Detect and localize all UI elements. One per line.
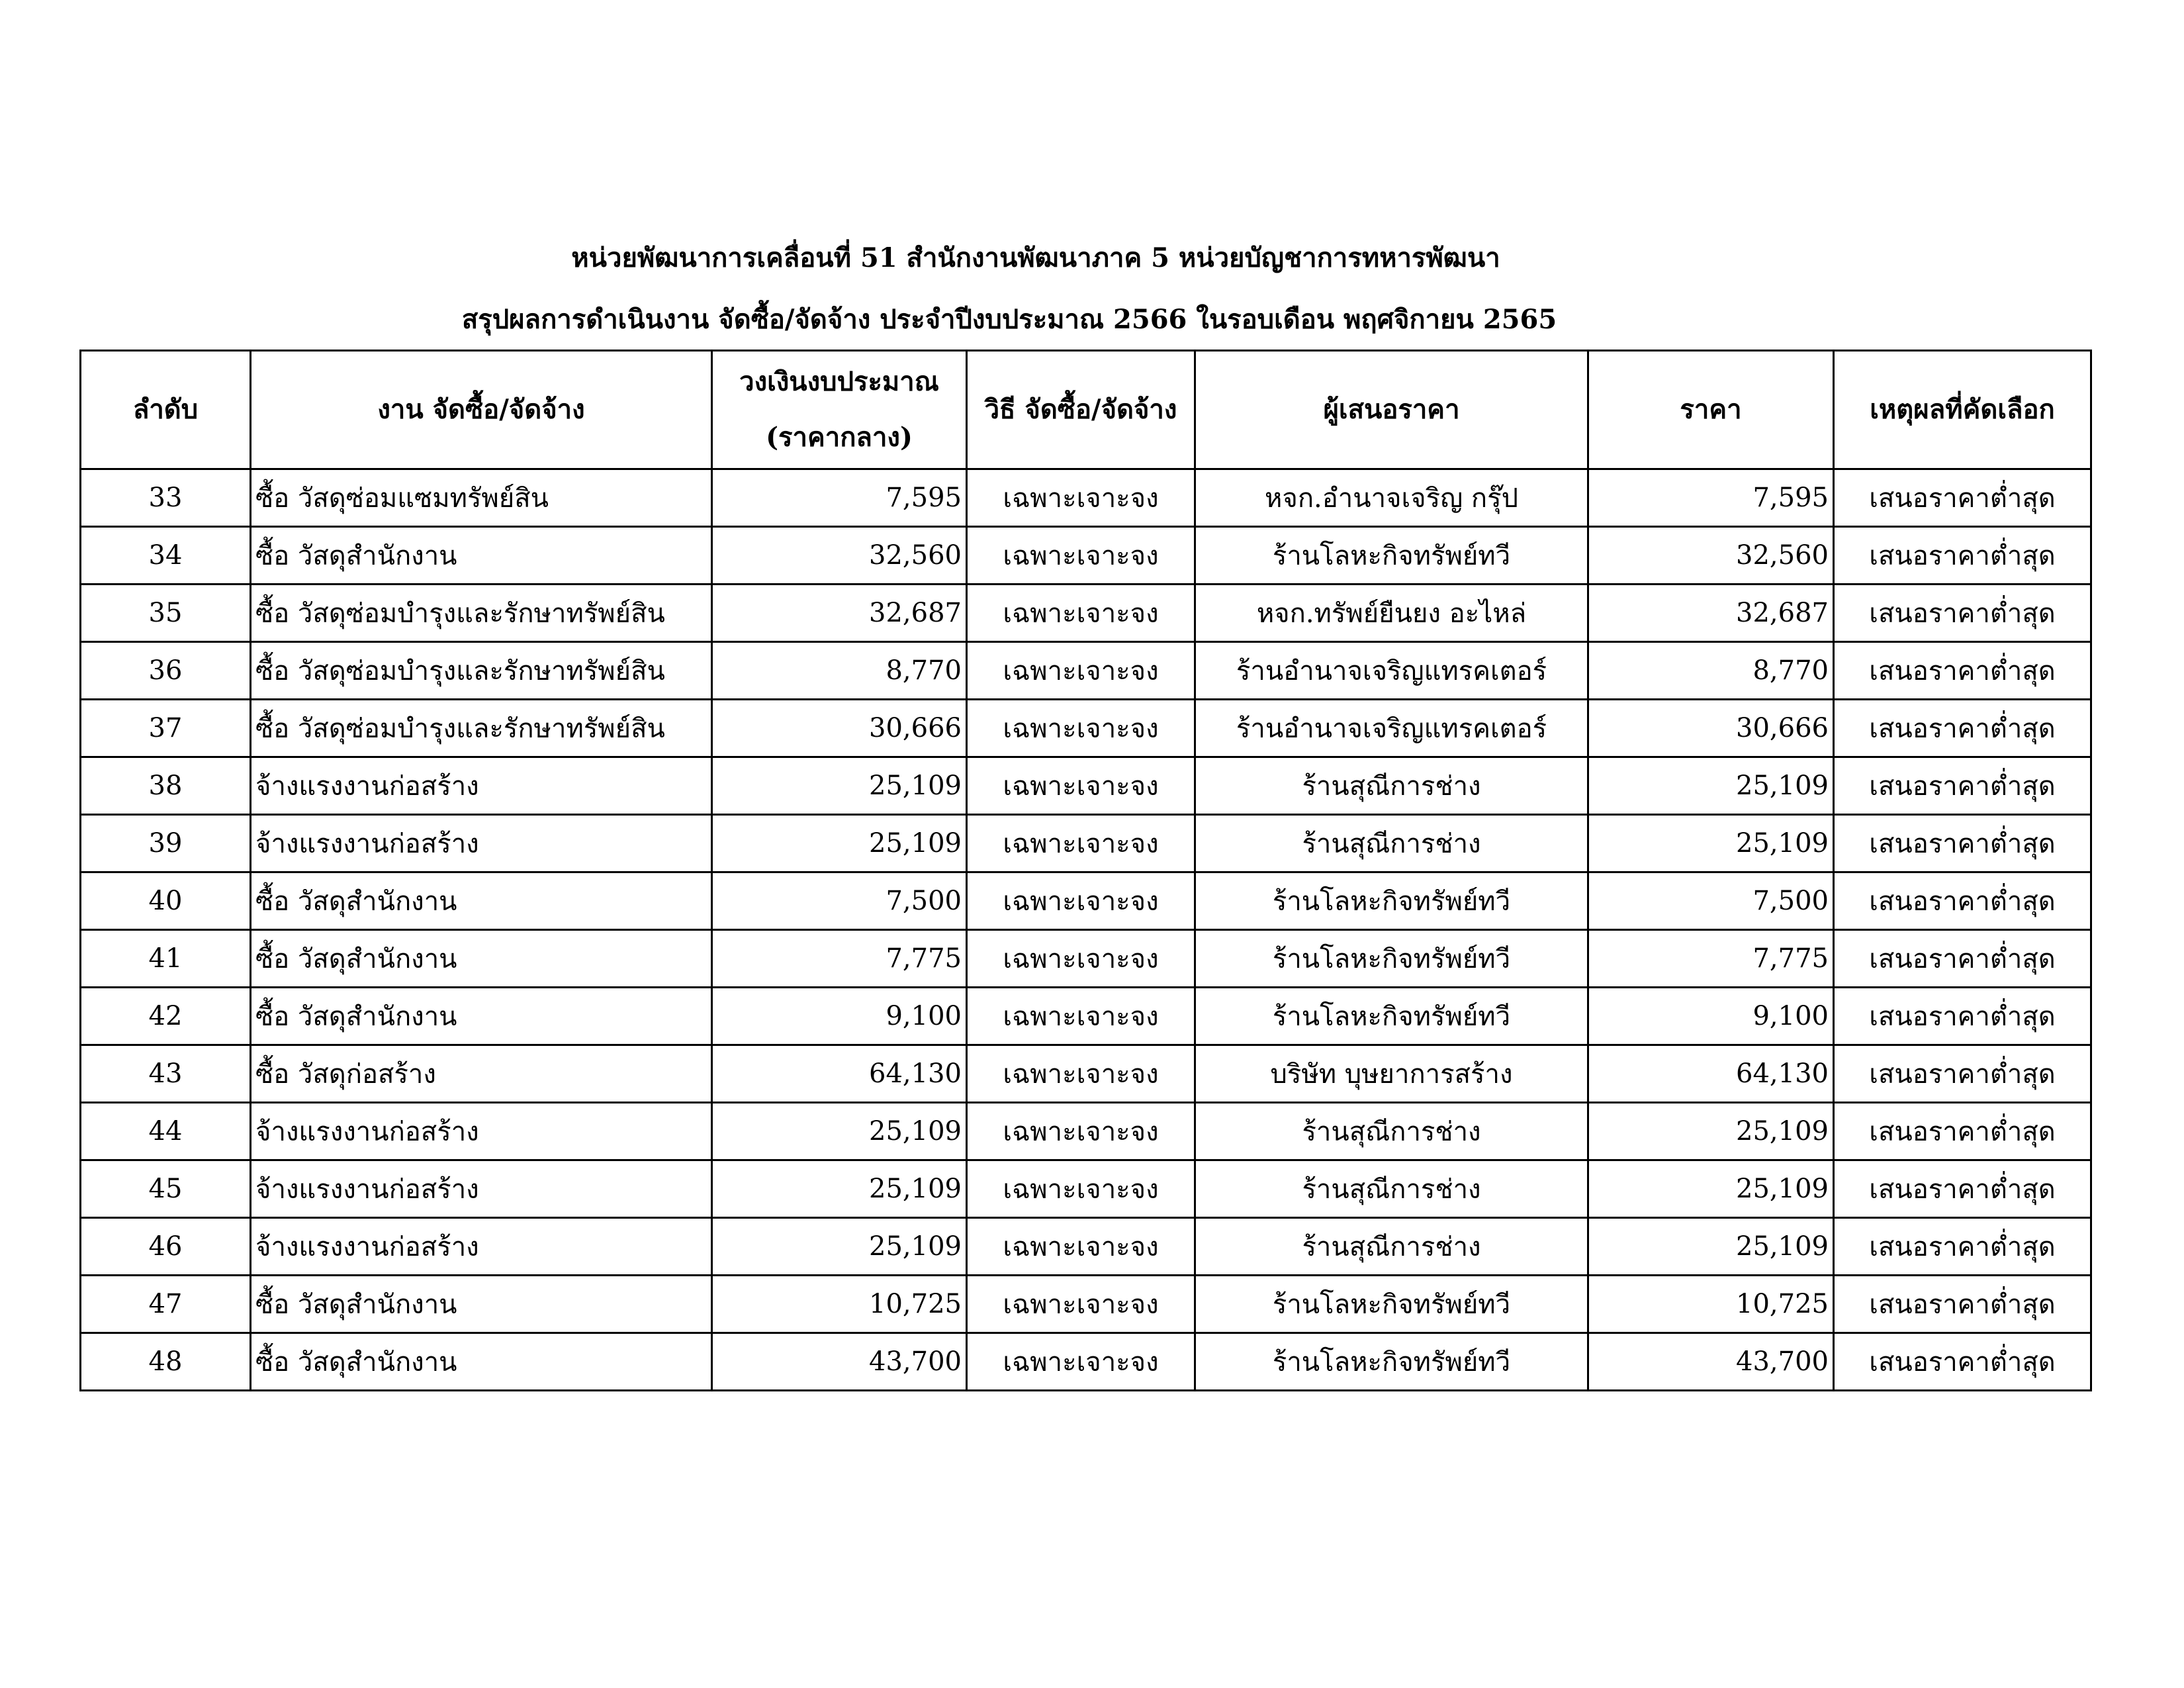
cell-task: จ้างแรงงานก่อสร้าง [251, 757, 712, 815]
cell-seq: 39 [81, 815, 251, 872]
cell-budget: 7,500 [712, 872, 967, 930]
cell-budget: 25,109 [712, 815, 967, 872]
cell-budget: 10,725 [712, 1276, 967, 1333]
cell-seq: 42 [81, 988, 251, 1045]
cell-method: เฉพาะเจาะจง [967, 1045, 1195, 1103]
cell-method: เฉพาะเจาะจง [967, 930, 1195, 988]
cell-budget: 8,770 [712, 642, 967, 700]
cell-seq: 37 [81, 700, 251, 757]
table-row [81, 642, 2091, 700]
cell-reason: เสนอราคาต่ำสุด [1834, 1333, 2091, 1391]
cell-bidder: หจก.ทรัพย์ยืนยง อะไหล่ [1195, 585, 1588, 642]
cell-reason: เสนอราคาต่ำสุด [1834, 1218, 2091, 1276]
col-header-seq: ลำดับ [81, 351, 251, 469]
cell-task: ซื้อ วัสดุซ่อมบำรุงและรักษาทรัพย์สิน [251, 700, 712, 757]
col-header-budget-line1: วงเงินงบประมาณ [739, 366, 939, 397]
cell-method: เฉพาะเจาะจง [967, 1333, 1195, 1391]
header-row [81, 351, 2091, 469]
cell-method: เฉพาะเจาะจง [967, 1276, 1195, 1333]
table-row [81, 930, 2091, 988]
cell-task: ซื้อ วัสดุสำนักงาน [251, 1276, 712, 1333]
cell-task: จ้างแรงงานก่อสร้าง [251, 1160, 712, 1218]
cell-price: 25,109 [1588, 1103, 1834, 1160]
cell-price: 7,775 [1588, 930, 1834, 988]
col-header-budget [712, 351, 967, 469]
table-row [81, 700, 2091, 757]
cell-method: เฉพาะเจาะจง [967, 527, 1195, 585]
cell-method: เฉพาะเจาะจง [967, 1103, 1195, 1160]
cell-seq: 34 [81, 527, 251, 585]
cell-budget: 7,595 [712, 469, 967, 527]
cell-method: เฉพาะเจาะจง [967, 872, 1195, 930]
cell-seq: 38 [81, 757, 251, 815]
cell-budget: 25,109 [712, 1103, 967, 1160]
cell-budget: 64,130 [712, 1045, 967, 1103]
cell-budget: 25,109 [712, 1218, 967, 1276]
cell-task: ซื้อ วัสดุสำนักงาน [251, 527, 712, 585]
cell-price: 30,666 [1588, 700, 1834, 757]
cell-reason: เสนอราคาต่ำสุด [1834, 642, 2091, 700]
cell-price: 43,700 [1588, 1333, 1834, 1391]
cell-bidder: ร้านสุณีการช่าง [1195, 815, 1588, 872]
cell-price: 25,109 [1588, 757, 1834, 815]
cell-seq: 33 [81, 469, 251, 527]
cell-seq: 41 [81, 930, 251, 988]
cell-budget: 30,666 [712, 700, 967, 757]
cell-task: ซื้อ วัสดุก่อสร้าง [251, 1045, 712, 1103]
cell-method: เฉพาะเจาะจง [967, 700, 1195, 757]
cell-reason: เสนอราคาต่ำสุด [1834, 1045, 2091, 1103]
table-row [81, 872, 2091, 930]
cell-reason: เสนอราคาต่ำสุด [1834, 1160, 2091, 1218]
cell-method: เฉพาะเจาะจง [967, 1218, 1195, 1276]
cell-seq: 48 [81, 1333, 251, 1391]
cell-method: เฉพาะเจาะจง [967, 988, 1195, 1045]
cell-reason: เสนอราคาต่ำสุด [1834, 1103, 2091, 1160]
cell-bidder: บริษัท บุษยาการสร้าง [1195, 1045, 1588, 1103]
table-row [81, 1045, 2091, 1103]
table-row [81, 1103, 2091, 1160]
cell-method: เฉพาะเจาะจง [967, 757, 1195, 815]
cell-seq: 40 [81, 872, 251, 930]
cell-price: 7,595 [1588, 469, 1834, 527]
cell-task: ซื้อ วัสดุสำนักงาน [251, 1333, 712, 1391]
cell-seq: 44 [81, 1103, 251, 1160]
cell-budget: 25,109 [712, 757, 967, 815]
col-header-bidder: ผู้เสนอราคา [1195, 351, 1588, 469]
cell-bidder: ร้านโลหะกิจทรัพย์ทวี [1195, 1276, 1588, 1333]
cell-reason: เสนอราคาต่ำสุด [1834, 872, 2091, 930]
table-row [81, 757, 2091, 815]
cell-seq: 47 [81, 1276, 251, 1333]
table-row [81, 527, 2091, 585]
cell-price: 64,130 [1588, 1045, 1834, 1103]
cell-reason: เสนอราคาต่ำสุด [1834, 585, 2091, 642]
cell-budget: 7,775 [712, 930, 967, 988]
cell-budget: 32,560 [712, 527, 967, 585]
cell-bidder: ร้านโลหะกิจทรัพย์ทวี [1195, 1333, 1588, 1391]
cell-bidder: ร้านสุณีการช่าง [1195, 1103, 1588, 1160]
cell-task: ซื้อ วัสดุซ่อมบำรุงและรักษาทรัพย์สิน [251, 585, 712, 642]
cell-budget: 25,109 [712, 1160, 967, 1218]
cell-method: เฉพาะเจาะจง [967, 815, 1195, 872]
cell-bidder: ร้านโลหะกิจทรัพย์ทวี [1195, 527, 1588, 585]
cell-seq: 46 [81, 1218, 251, 1276]
cell-bidder: ร้านอำนาจเจริญแทรคเตอร์ [1195, 642, 1588, 700]
cell-task: จ้างแรงงานก่อสร้าง [251, 815, 712, 872]
cell-bidder: ร้านสุณีการช่าง [1195, 1218, 1588, 1276]
cell-method: เฉพาะเจาะจง [967, 1160, 1195, 1218]
col-header-price: ราคา [1588, 351, 1834, 469]
cell-seq: 45 [81, 1160, 251, 1218]
table-row [81, 469, 2091, 527]
cell-reason: เสนอราคาต่ำสุด [1834, 757, 2091, 815]
cell-method: เฉพาะเจาะจง [967, 642, 1195, 700]
table-row [81, 1276, 2091, 1333]
cell-method: เฉพาะเจาะจง [967, 469, 1195, 527]
cell-bidder: ร้านโลหะกิจทรัพย์ทวี [1195, 872, 1588, 930]
page-subtitle: สรุปผลการดำเนินงาน จัดซื้อ/จัดจ้าง ประจำปีงบประมาณ 2566 ในรอบเดือน พฤศจิกายน 2565 [461, 304, 1557, 335]
cell-bidder: ร้านสุณีการช่าง [1195, 757, 1588, 815]
cell-budget: 32,687 [712, 585, 967, 642]
cell-price: 25,109 [1588, 1160, 1834, 1218]
col-header-task: งาน จัดซื้อ/จัดจ้าง [251, 351, 712, 469]
cell-task: จ้างแรงงานก่อสร้าง [251, 1103, 712, 1160]
table-row [81, 1218, 2091, 1276]
cell-seq: 43 [81, 1045, 251, 1103]
cell-price: 25,109 [1588, 1218, 1834, 1276]
col-header-budget-line2: (ราคากลาง) [766, 422, 913, 453]
cell-bidder: หจก.อำนาจเจริญ กรุ๊ป [1195, 469, 1588, 527]
cell-task: ซื้อ วัสดุสำนักงาน [251, 988, 712, 1045]
cell-seq: 36 [81, 642, 251, 700]
cell-bidder: ร้านสุณีการช่าง [1195, 1160, 1588, 1218]
cell-reason: เสนอราคาต่ำสุด [1834, 930, 2091, 988]
table-header [81, 351, 2091, 469]
cell-reason: เสนอราคาต่ำสุด [1834, 815, 2091, 872]
table-row [81, 1333, 2091, 1391]
cell-reason: เสนอราคาต่ำสุด [1834, 700, 2091, 757]
cell-task: จ้างแรงงานก่อสร้าง [251, 1218, 712, 1276]
cell-reason: เสนอราคาต่ำสุด [1834, 988, 2091, 1045]
cell-task: ซื้อ วัสดุซ่อมแซมทรัพย์สิน [251, 469, 712, 527]
cell-reason: เสนอราคาต่ำสุด [1834, 1276, 2091, 1333]
cell-price: 8,770 [1588, 642, 1834, 700]
cell-bidder: ร้านอำนาจเจริญแทรคเตอร์ [1195, 700, 1588, 757]
cell-budget: 43,700 [712, 1333, 967, 1391]
cell-price: 9,100 [1588, 988, 1834, 1045]
cell-bidder: ร้านโลหะกิจทรัพย์ทวี [1195, 930, 1588, 988]
procurement-table [79, 350, 2092, 1391]
table-row [81, 1160, 2091, 1218]
cell-bidder: ร้านโลหะกิจทรัพย์ทวี [1195, 988, 1588, 1045]
table-row [81, 988, 2091, 1045]
table-row [81, 815, 2091, 872]
cell-price: 32,687 [1588, 585, 1834, 642]
cell-task: ซื้อ วัสดุซ่อมบำรุงและรักษาทรัพย์สิน [251, 642, 712, 700]
col-header-reason: เหตุผลที่คัดเลือก [1834, 351, 2091, 469]
cell-reason: เสนอราคาต่ำสุด [1834, 527, 2091, 585]
table-body [81, 469, 2091, 1391]
cell-budget: 9,100 [712, 988, 967, 1045]
cell-task: ซื้อ วัสดุสำนักงาน [251, 872, 712, 930]
cell-price: 7,500 [1588, 872, 1834, 930]
cell-price: 10,725 [1588, 1276, 1834, 1333]
cell-reason: เสนอราคาต่ำสุด [1834, 469, 2091, 527]
cell-price: 25,109 [1588, 815, 1834, 872]
cell-method: เฉพาะเจาะจง [967, 585, 1195, 642]
cell-task: ซื้อ วัสดุสำนักงาน [251, 930, 712, 988]
cell-seq: 35 [81, 585, 251, 642]
cell-price: 32,560 [1588, 527, 1834, 585]
table-row [81, 585, 2091, 642]
page-title: หน่วยพัฒนาการเคลื่อนที่ 51 สำนักงานพัฒนาภาค 5 หน่วยบัญชาการทหารพัฒนา [571, 242, 1500, 273]
col-header-method: วิธี จัดซื้อ/จัดจ้าง [967, 351, 1195, 469]
